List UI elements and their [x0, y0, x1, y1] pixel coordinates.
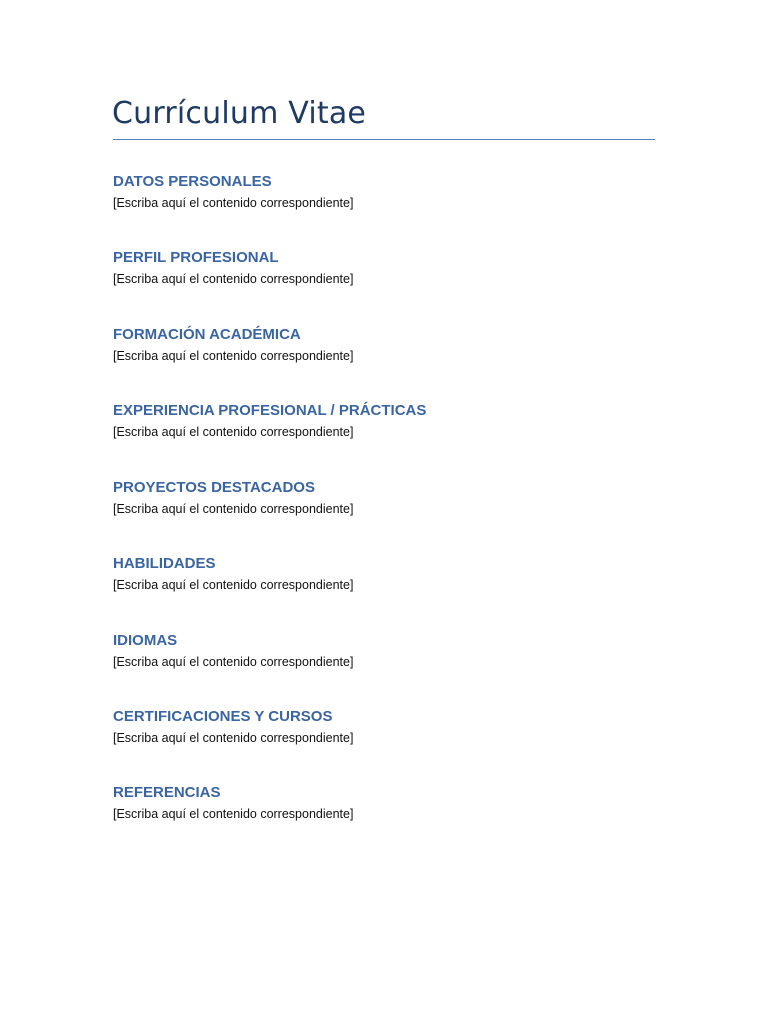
section-datos-personales: [113, 172, 673, 212]
section-placeholder-text[interactable]: [Escriba aquí el contenido correspondiente]: [113, 807, 354, 821]
section-idiomas: [113, 631, 673, 671]
section-placeholder-text[interactable]: [Escriba aquí el contenido correspondiente]: [113, 425, 354, 439]
section-perfil-profesional: [113, 248, 673, 288]
title-underline-divider: [113, 139, 655, 140]
section-placeholder-text[interactable]: [Escriba aquí el contenido correspondiente]: [113, 349, 354, 363]
section-heading: HABILIDADES: [113, 555, 216, 572]
section-heading: IDIOMAS: [113, 632, 178, 649]
section-placeholder-text[interactable]: [Escriba aquí el contenido correspondiente]: [113, 655, 354, 669]
section-heading: CERTIFICACIONES Y CURSOS: [113, 708, 333, 725]
section-heading: REFERENCIAS: [113, 784, 221, 801]
section-heading: EXPERIENCIA PROFESIONAL / PRÁCTICAS: [113, 402, 427, 419]
section-placeholder-text[interactable]: [Escriba aquí el contenido correspondiente]: [113, 731, 354, 745]
section-placeholder-text[interactable]: [Escriba aquí el contenido correspondiente]: [113, 272, 354, 286]
section-heading: PROYECTOS DESTACADOS: [113, 479, 315, 496]
section-heading: FORMACIÓN ACADÉMICA: [113, 326, 301, 343]
section-heading: DATOS PERSONALES: [113, 173, 272, 190]
section-heading: PERFIL PROFESIONAL: [113, 249, 279, 266]
section-experiencia-profesional: [113, 401, 673, 441]
section-proyectos-destacados: [113, 478, 673, 518]
section-habilidades: [113, 554, 673, 594]
section-placeholder-text[interactable]: [Escriba aquí el contenido correspondiente]: [113, 196, 354, 210]
section-formacion-academica: [113, 325, 673, 365]
section-certificaciones-y-cursos: [113, 707, 673, 747]
section-placeholder-text[interactable]: [Escriba aquí el contenido correspondiente]: [113, 502, 354, 516]
section-placeholder-text[interactable]: [Escriba aquí el contenido correspondiente]: [113, 578, 354, 592]
section-referencias: [113, 783, 673, 823]
document-title: Currículum Vitae: [112, 96, 367, 131]
